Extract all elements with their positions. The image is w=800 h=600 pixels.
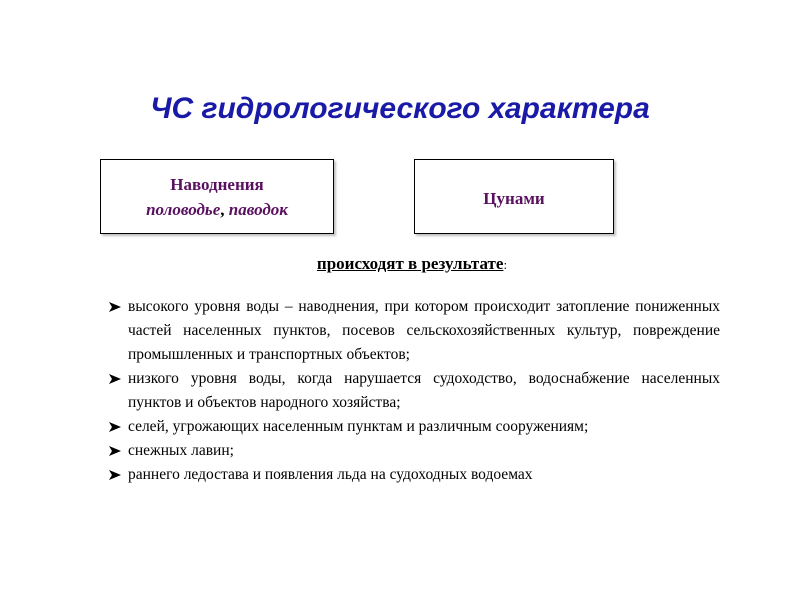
list-item-text: снежных лавин; <box>128 442 234 459</box>
floods-types <box>101 197 333 222</box>
list-item <box>108 439 720 463</box>
slide-title: ЧС гидрологического характера <box>150 92 650 125</box>
arrowhead-bullet-icon <box>108 301 122 313</box>
list-item <box>108 415 720 439</box>
arrowhead-bullet-icon <box>108 445 122 457</box>
list-item-text: раннего ледостава и появления льда на судоходных водоемах <box>128 466 533 483</box>
causes-heading <box>0 254 800 274</box>
list-item <box>108 295 720 367</box>
causes-heading-text: происходят в результате <box>316 254 504 273</box>
arrowhead-bullet-icon <box>108 373 122 385</box>
floods-type-high-water: половодье <box>146 200 221 219</box>
list-item-text: селей, угрожающих населенным пунктам и различным сооружениям; <box>128 418 589 435</box>
list-item <box>108 463 720 487</box>
list-item <box>108 367 720 415</box>
causes-heading-colon: : <box>503 257 508 272</box>
floods-label: Наводнения <box>170 175 264 194</box>
tsunami-box <box>414 159 614 234</box>
tsunami-label: Цунами <box>483 189 545 208</box>
list-item-text: высокого уровня воды – наводнения, при котором происходит затопление пониженных частей населенных пунктов, посевов сельскохозяйственных культур, повреждение промышленных и транспортных объектов; <box>128 298 720 363</box>
floods-box <box>100 159 334 234</box>
floods-type-freshet: паводок <box>228 200 288 219</box>
arrowhead-bullet-icon <box>108 421 122 433</box>
floods-type-separator: , <box>220 200 225 219</box>
list-item-text: низкого уровня воды, когда нарушается судоходство, водоснабжение населенных пунктов и объектов народного хозяйства; <box>128 370 720 411</box>
causes-list <box>108 295 720 487</box>
arrowhead-bullet-icon <box>108 469 122 481</box>
